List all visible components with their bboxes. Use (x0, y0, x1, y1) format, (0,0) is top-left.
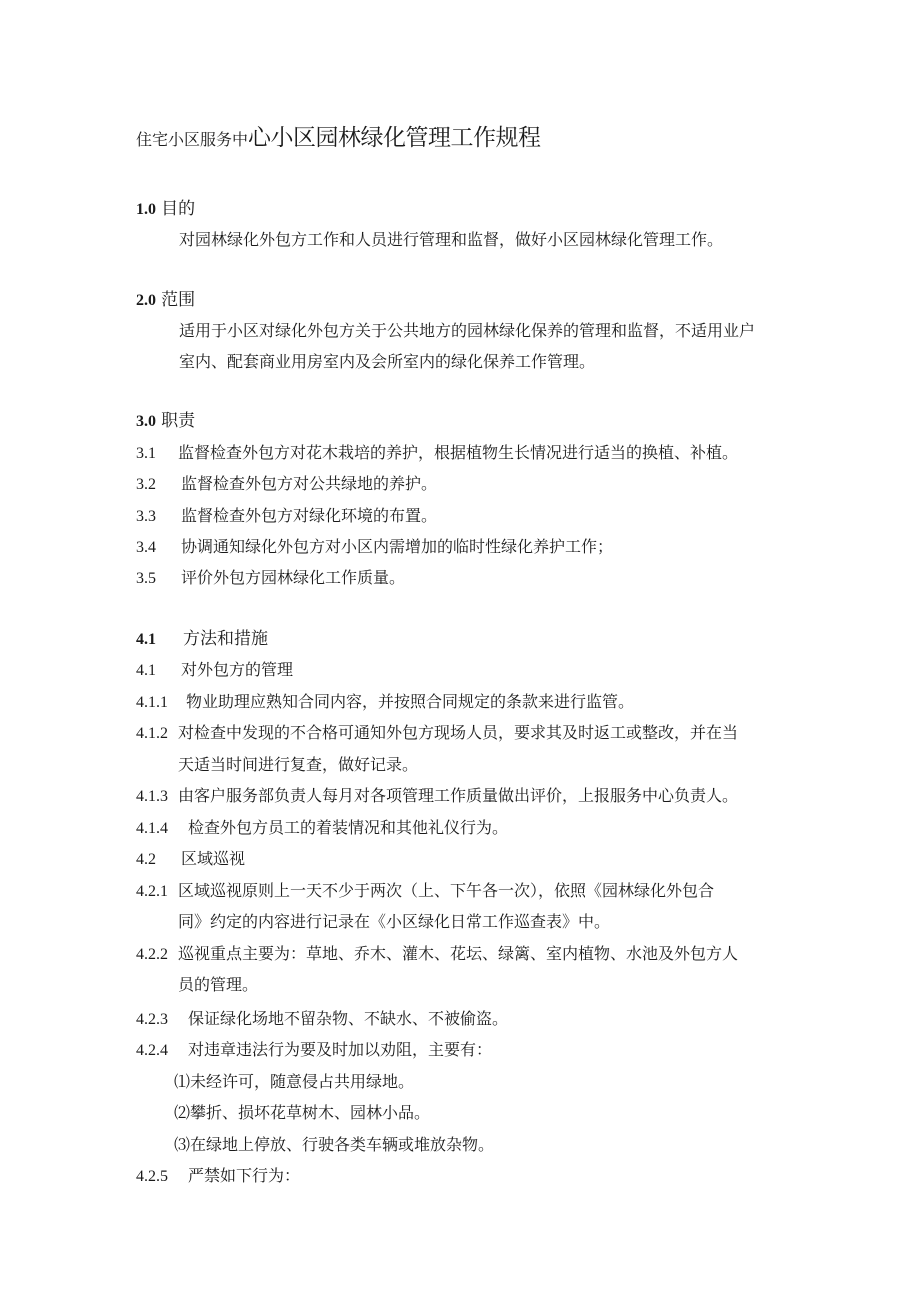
duty-item: 3.4 协调通知绿化外包方对小区内需增加的临时性绿化养护工作； (136, 537, 614, 556)
item-4-2-4: 4.2.4 对违章违法行为要及时加以劝阻，主要有： (136, 1040, 493, 1059)
title-prefix: 住宅小区服务中 (136, 130, 249, 149)
section-scope-text-line2: 室内、配套商业用房室内及会所室内的绿化保养工作管理。 (179, 352, 596, 371)
item-4-2-2-cont: 员的管理。 (178, 975, 259, 994)
section-methods-heading: 4.1 方法和措施 (136, 629, 268, 649)
item-4-1-2: 4.1.2 对检查中发现的不合格可通知外包方现场人员，要求其及时返工或整改，并在当 (136, 723, 739, 742)
item-4-1-1: 4.1.1 物业助理应熟知合同内容，并按照合同规定的条款来进行监管。 (136, 692, 635, 711)
item-4-2-2: 4.2.2 巡视重点主要为：草地、乔木、灌木、花坛、绿篱、室内植物、水池及外包方人 (136, 944, 739, 963)
sub-item: ⑶在绿地上停放、行驶各类车辆或堆放杂物。 (174, 1135, 495, 1154)
title-main: 心小区园林绿化管理工作规程 (248, 125, 541, 151)
section-scope-text-line1: 适用于小区对绿化外包方关于公共地方的园林绿化保养的管理和监督，不适用业户 (179, 321, 756, 340)
duty-item: 3.5 评价外包方园林绿化工作质量。 (136, 568, 406, 587)
subsection-4-2: 4.2 区域巡视 (136, 849, 246, 868)
item-4-1-2-cont: 天适当时间进行复查，做好记录。 (178, 755, 419, 774)
section-scope-heading: 2.0 范围 (136, 290, 196, 310)
item-4-2-1-cont: 同》约定的内容进行记录在《小区绿化日常工作巡查表》中。 (178, 912, 611, 931)
section-purpose-heading: 1.0 目的 (136, 199, 196, 219)
item-4-2-1: 4.2.1 区域巡视原则上一天不少于两次（上、下午各一次），依照《园林绿化外包合 (136, 881, 715, 900)
item-4-1-3: 4.1.3 由客户服务部负责人每月对各项管理工作质量做出评价，上报服务中心负责人。 (136, 786, 739, 805)
duty-item: 3.2 监督检查外包方对公共绿地的养护。 (136, 474, 438, 493)
section-duties-heading: 3.0 职责 (136, 411, 196, 431)
duty-item: 3.3 监督检查外包方对绿化环境的布置。 (136, 506, 438, 525)
sub-item: ⑴未经许可，随意侵占共用绿地。 (174, 1072, 415, 1091)
item-4-2-5: 4.2.5 严禁如下行为： (136, 1166, 301, 1185)
subsection-4-1: 4.1 对外包方的管理 (136, 660, 294, 679)
document-title (136, 119, 541, 152)
sub-item: ⑵攀折、损坏花草树木、园林小品。 (174, 1103, 431, 1122)
item-4-2-3: 4.2.3 保证绿化场地不留杂物、不缺水、不被偷盗。 (136, 1009, 509, 1028)
item-4-1-4: 4.1.4 检查外包方员工的着装情况和其他礼仪行为。 (136, 818, 509, 837)
duty-item: 3.1 监督检查外包方对花木栽培的养护，根据植物生长情况进行适当的换植、补植。 (136, 443, 739, 462)
section-purpose-text: 对园林绿化外包方工作和人员进行管理和监督，做好小区园林绿化管理工作。 (179, 230, 724, 249)
